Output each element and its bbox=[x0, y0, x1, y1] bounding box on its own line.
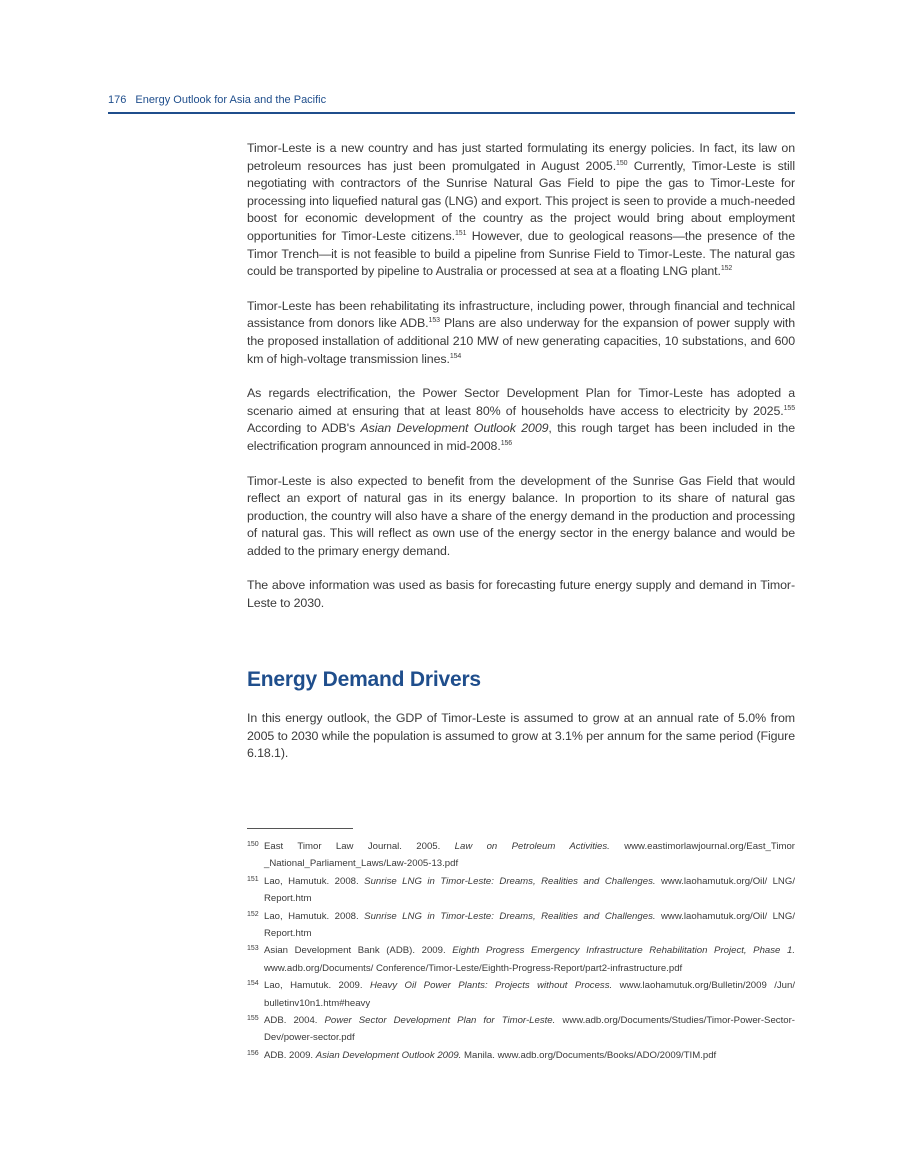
text-run: According to ADB's bbox=[247, 421, 361, 436]
footnote bbox=[247, 1012, 795, 1047]
text-run: , this rough target has been included in the electrification program announced in mid-2008. bbox=[247, 421, 795, 453]
footnote-text bbox=[264, 908, 795, 943]
footnote-ref[interactable]: 154 bbox=[449, 352, 462, 360]
footnote bbox=[247, 977, 795, 1012]
footnote-number: 150 bbox=[247, 841, 259, 848]
footnote-text bbox=[264, 1047, 795, 1064]
footnote-ref[interactable]: 151 bbox=[454, 229, 467, 237]
footnote-number: 151 bbox=[247, 875, 259, 883]
footnote-title: Power Sector Development Plan for Timor-Leste. bbox=[324, 1015, 556, 1027]
header-rule bbox=[108, 112, 795, 114]
footnote-author: Lao, Hamutuk. 2008. bbox=[264, 875, 365, 887]
footnote-text bbox=[264, 873, 795, 908]
running-header bbox=[108, 94, 795, 106]
footnote-title: Law on Petroleum Activities. bbox=[454, 841, 610, 852]
paragraph-3 bbox=[247, 385, 795, 455]
footnote-ref[interactable]: 156 bbox=[500, 439, 513, 447]
footnote-title: Sunrise LNG in Timor-Leste: Dreams, Realities and Challenges. bbox=[364, 875, 656, 887]
footnote-link[interactable]: www.eastimorlawjournal.org/East_Timor _National_Parliament_Laws/Law-2005-13.pdf bbox=[264, 841, 795, 870]
paragraph-4: Timor-Leste is also expected to benefit from the development of the Sunrise Gas Field that would reflect an export of natural gas in its energy balance. In proportion to its share of natural gas production, the country will also have a share of the energy demand in the production and processing of natural gas. This will reflect as own use of the energy sector in the energy balance and would be added to the primary energy demand. bbox=[247, 473, 795, 558]
footnote-author: ADB. 2009. bbox=[264, 1049, 316, 1061]
footnote-author: Lao, Hamutuk. 2008. bbox=[264, 910, 365, 922]
footnote bbox=[247, 942, 795, 977]
footnote-link[interactable]: Manila. www.adb.org/Documents/Books/ADO/2009/TIM.pdf bbox=[461, 1049, 717, 1061]
footnote bbox=[247, 908, 795, 943]
footnote-ref[interactable]: 152 bbox=[720, 265, 733, 273]
footnote-link[interactable]: www.laohamutuk.org/Oil/ LNG/ Report.htm bbox=[264, 875, 795, 905]
text-run: As regards electrification, the Power Sector Development Plan for Timor-Leste has adopted a scenario aimed at ensuring that at least 80% of households have access to electricity by 2025. bbox=[247, 386, 795, 418]
footnote bbox=[247, 1047, 795, 1064]
text-run: Currently, Timor-Leste is still negotiating with contractors of the Sunrise Natural Gas Field to pipe the gas to Timor-Leste for processing into liquefied natural gas (LNG) and export. This project is seen to provide a much-needed boost for economic development of the country as the project would bring about employment opportunities for Timor-Leste citizens. bbox=[247, 158, 795, 243]
section-heading: Energy Demand Drivers bbox=[247, 668, 481, 691]
footnote-author: ADB. 2004. bbox=[264, 1015, 325, 1027]
footnote-rule bbox=[247, 828, 353, 829]
body-text bbox=[247, 140, 795, 630]
footnote-number: 154 bbox=[247, 980, 259, 988]
footnote-title: Eighth Progress Emergency Infrastructure Rehabilitation Project, Phase 1. bbox=[452, 945, 795, 957]
footnote-ref[interactable]: 150 bbox=[616, 159, 628, 167]
footnote-number: 156 bbox=[247, 1049, 259, 1057]
page-number: 176 bbox=[108, 94, 127, 106]
footnote-text bbox=[264, 977, 795, 1012]
footnote-link[interactable]: www.adb.org/Documents/ Conference/Timor-Leste/Eighth-Progress-Report/part2-infrastructure.pdf bbox=[264, 962, 683, 974]
footnote-number: 152 bbox=[247, 910, 259, 918]
footnote-title: Heavy Oil Power Plants: Projects without Process. bbox=[369, 980, 613, 992]
text-run: Timor-Leste has been rehabilitating its infrastructure, including power, through financial and technical assistance from donors like ADB. bbox=[247, 298, 795, 331]
footnote-link[interactable]: www.laohamutuk.org/Bulletin/2009 /Jun/ bulletinv10n1.htm#heavy bbox=[264, 980, 795, 1009]
footnote-text bbox=[264, 942, 795, 977]
footnote-ref[interactable]: 153 bbox=[428, 317, 440, 325]
footnote bbox=[247, 838, 795, 873]
paragraph-1 bbox=[247, 140, 795, 281]
footnote-ref[interactable]: 155 bbox=[783, 404, 795, 412]
text-run: Plans are also underway for the expansion of power supply with the proposed installation of additional 210 MW of new generating capacities, 10 substations, and 600 km of high-voltage transmission lines. bbox=[247, 316, 795, 366]
text-run: Timor-Leste is a new country and has just started formulating its energy policies. In fact, its law on petroleum resources has just been promulgated in August 2005. bbox=[247, 141, 795, 173]
footnote-title: Asian Development Outlook 2009. bbox=[315, 1049, 462, 1061]
footnote-title: Sunrise LNG in Timor-Leste: Dreams, Realities and Challenges. bbox=[364, 910, 656, 922]
footnote-number: 153 bbox=[247, 945, 259, 953]
footnote-link[interactable]: www.laohamutuk.org/Oil/ LNG/ Report.htm bbox=[264, 910, 795, 940]
paragraph-2 bbox=[247, 298, 795, 368]
text-run: However, due to geological reasons—the presence of the Timor Trench—it is not feasible to build a pipeline from Sunrise Field to Timor-Leste. The natural gas could be transported by pipeline to Australia or processed at sea at a floating LNG plant. bbox=[247, 228, 795, 279]
footnote-text bbox=[264, 838, 795, 873]
footnote-text bbox=[264, 1012, 795, 1047]
footnotes bbox=[247, 838, 795, 1064]
running-title: Energy Outlook for Asia and the Pacific bbox=[135, 94, 327, 106]
book-title: Asian Development Outlook 2009 bbox=[360, 421, 549, 436]
section-body bbox=[247, 710, 795, 780]
paragraph-5: The above information was used as basis for forecasting future energy supply and demand in Timor-Leste to 2030. bbox=[247, 578, 795, 611]
footnote-author: Lao, Hamutuk. 2009. bbox=[264, 980, 370, 992]
footnote-author: East Timor Law Journal. 2005. bbox=[264, 841, 455, 852]
footnote-link[interactable]: www.adb.org/Documents/Studies/Timor-Power-Sector-Dev/power-sector.pdf bbox=[264, 1015, 795, 1044]
footnote-number: 155 bbox=[247, 1015, 259, 1023]
footnote-author: Asian Development Bank (ADB). 2009. bbox=[264, 945, 453, 957]
footnote bbox=[247, 873, 795, 908]
paragraph-6: In this energy outlook, the GDP of Timor-Leste is assumed to grow at an annual rate of 5.0% from 2005 to 2030 while the population is assumed to grow at 3.1% per annum for the same period (Figure 6.18.1). bbox=[247, 711, 795, 761]
